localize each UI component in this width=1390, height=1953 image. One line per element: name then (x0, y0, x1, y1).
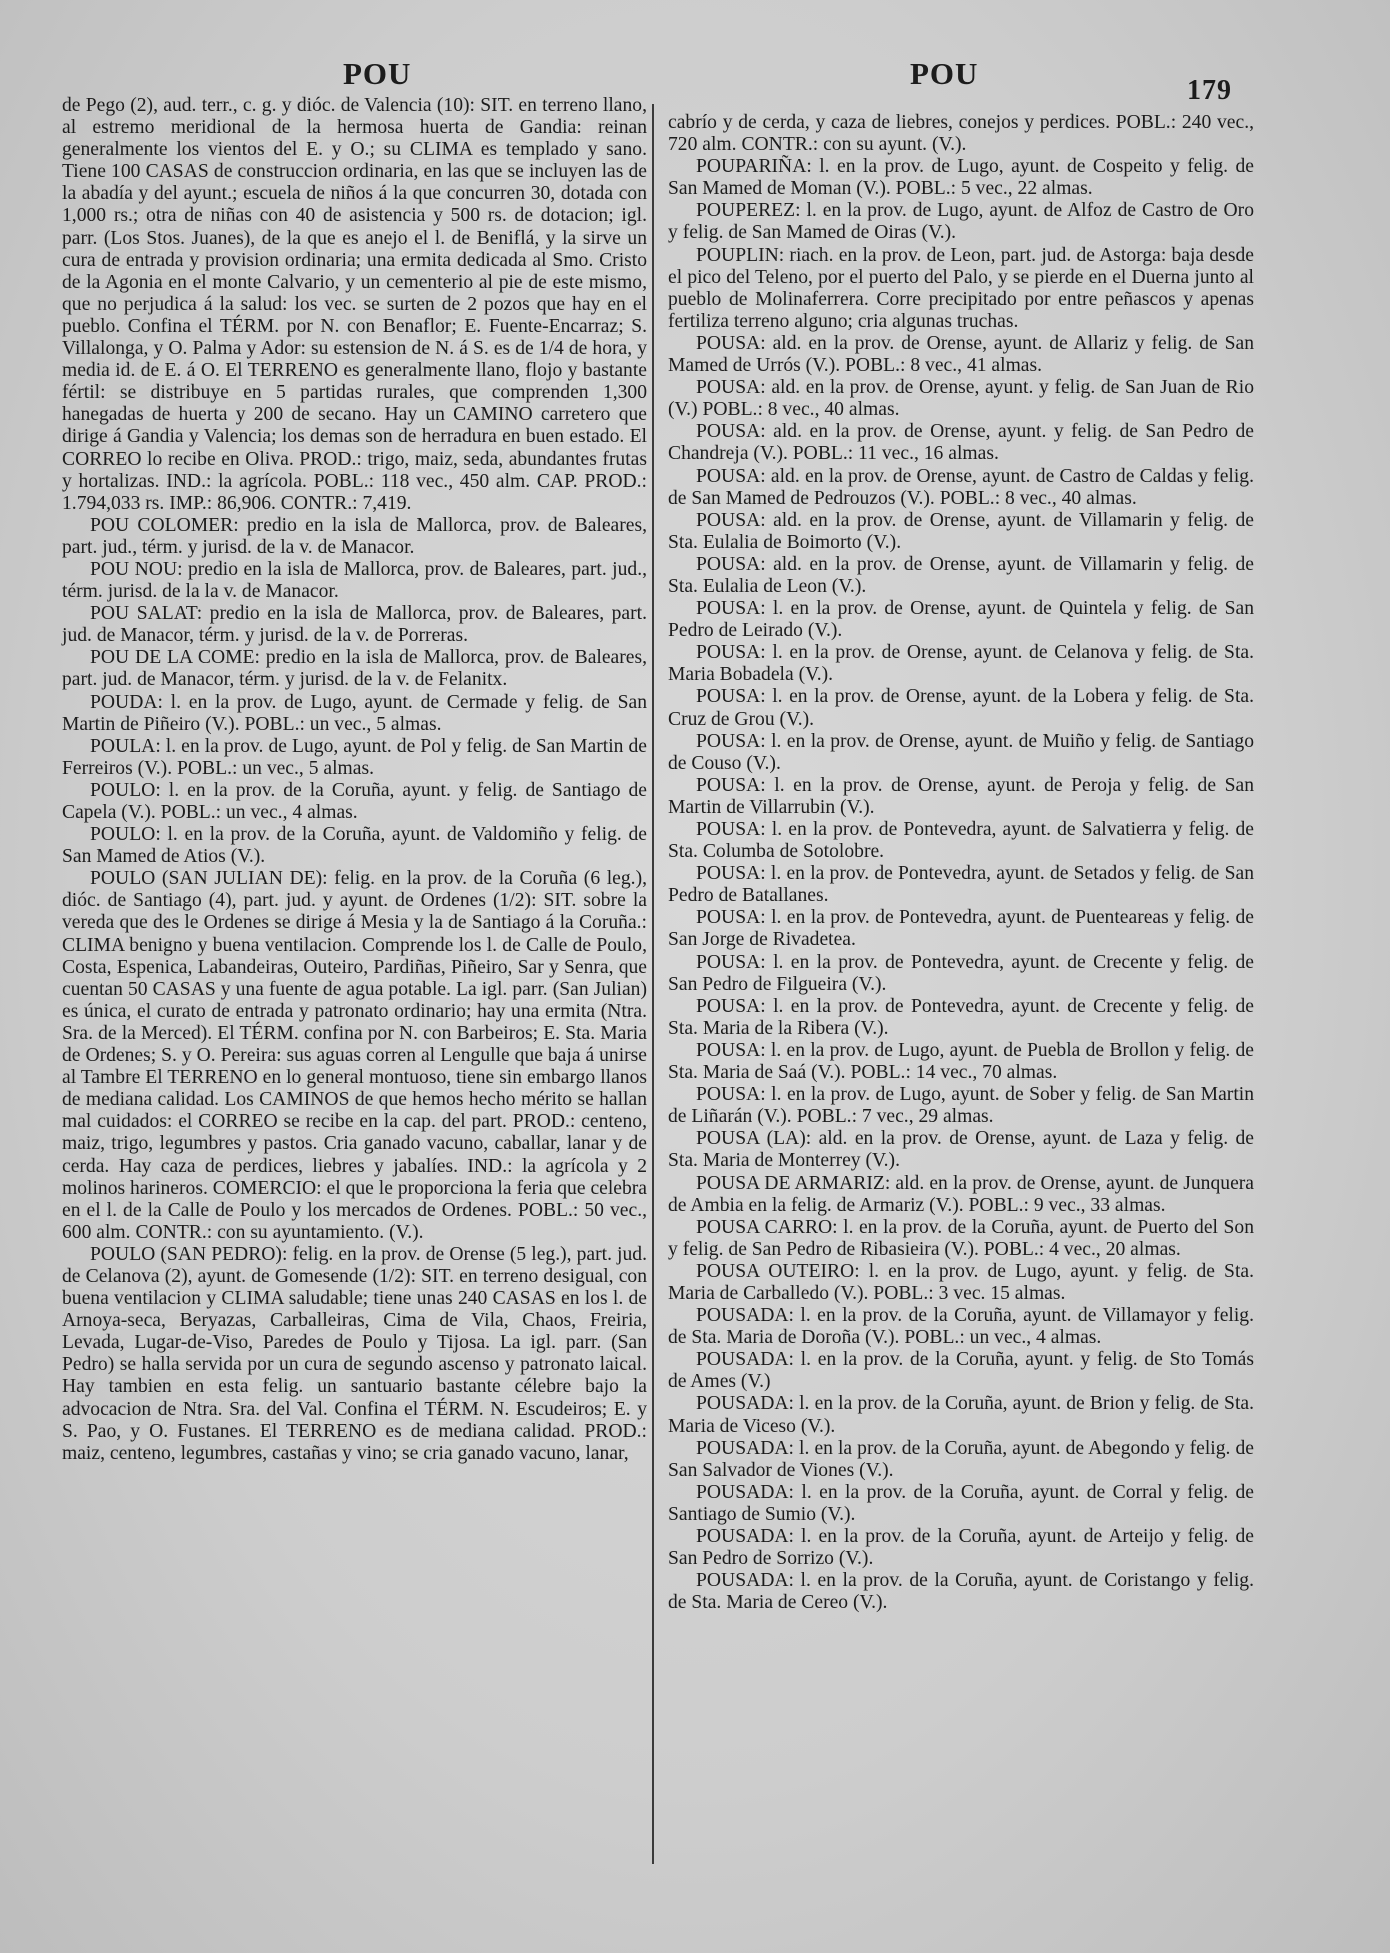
dictionary-entry: POUSA: ald. en la prov. de Orense, ayunt. de Villamarin y felig. de Sta. Eulalia de Boimorto (V.). (668, 509, 1254, 553)
dictionary-entry: POUSADA: l. en la prov. de la Coruña, ayunt. de Coristango y felig. de Sta. Maria de Cereo (V.). (668, 1570, 1254, 1614)
dictionary-entry: POUSA: l. en la prov. de Lugo, ayunt. de Puebla de Brollon y felig. de Sta. Maria de Saá (V.). POBL.: 14 vec., 70 almas. (668, 1039, 1254, 1084)
dictionary-entry: POUSA: ald. en la prov. de Orense, ayunt. de Castro de Caldas y felig. de San Mamed de Pedrouzos (V.). POBL.: 8 vec., 40 almas. (668, 465, 1254, 509)
dictionary-entry: POUSA (LA): ald. en la prov. de Orense, ayunt. de Laza y felig. de Sta. Maria de Monterrey (V.). (668, 1128, 1254, 1172)
dictionary-entry: POULA: l. en la prov. de Lugo, ayunt. de Pol y felig. de San Martin de Ferreiros (V.). POBL.: un vec., 5 almas. (62, 735, 647, 779)
dictionary-entry: POUSA DE ARMARIZ: ald. en la prov. de Orense, ayunt. de Junquera de Ambia en la felig. de Armariz (V.). POBL.: 9 vec., 33 almas. (668, 1172, 1254, 1216)
dictionary-entry: POULO (SAN JULIAN DE): felig. en la prov. de la Coruña (6 leg.), dióc. de Santiago (4), part. jud. y ayunt. de Ordenes (1/2): SIT. sobre la vereda que des le Ordenes se dirige á Mesia y la de Santiago á la Coruña.: CLIMA benigno y buena ventilacion. Comprende los l. de Calle de Poulo, Costa, Espenica, Labandeiras, Outeiro, Pardiñas, Piñeiro, Sar y Senra, que cuentan 50 CASAS y una fuente de agua potable. La igl. parr. (San Julian) es única, el curato de entrada y patronato ordinario; hay una ermita (Ntra. Sra. de la Merced). El TÉRM. confina por N. con Barbeiros; E. Sta. Maria de Ordenes; S. y O. Pereira: sus aguas corren al Lengulle que baja á unirse al Tambre El TERRENO en lo general montuoso, tiene sin embargo llanos de mediana calidad. Los CAMINOS de que hemos hecho mérito se hallan mal cuidados: el CORREO se recibe en la cap. del part. PROD.: centeno, maiz, trigo, legumbres y pastos. Cria ganado vacuno, caballar, lanar y de cerda. Hay caza de perdices, liebres y jabalíes. IND.: la agrícola y 2 molinos harineros. COMERCIO: el que le proporciona la feria que celebra en el l. de la Calle de Poulo y los mercados de Ordenes. POBL.: 50 vec., 600 alm. CONTR.: con su ayuntamiento. (V.). (62, 868, 647, 1243)
running-head-right: POU (910, 56, 979, 91)
dictionary-entry: POULO: l. en la prov. de la Coruña, ayunt. de Valdomiño y felig. de San Mamed de Atios (V.). (62, 824, 647, 868)
dictionary-entry: POUPEREZ: l. en la prov. de Lugo, ayunt. de Alfoz de Castro de Oro y felig. de San Mamed de Oiras (V.). (668, 200, 1254, 244)
dictionary-entry: POUSA: l. en la prov. de Orense, ayunt. de la Lobera y felig. de Sta. Cruz de Grou (V.). (668, 686, 1254, 730)
dictionary-entry: POUSA: l. en la prov. de Pontevedra, ayunt. de Salvatierra y felig. de Sta. Columba de Sotolobre. (668, 819, 1254, 863)
dictionary-entry: POUSA: l. en la prov. de Pontevedra, ayunt. de Setados y felig. de San Pedro de Batallanes. (668, 863, 1254, 907)
right-column (668, 112, 1254, 1614)
dictionary-entry: POUSA OUTEIRO: l. en la prov. de Lugo, ayunt. y felig. de Sta. Maria de Carballedo (V.). POBL.: 3 vec. 15 almas. (668, 1260, 1254, 1304)
dictionary-entry: POU DE LA COME: predio en la isla de Mallorca, prov. de Baleares, part. jud. de Manacor, térm. y jurisd. de la v. de Felanitx. (62, 647, 647, 691)
running-head-left: POU (343, 56, 412, 91)
dictionary-entry: POUPARIÑA: l. en la prov. de Lugo, ayunt. de Cospeito y felig. de San Mamed de Moman (V.). POBL.: 5 vec., 22 almas. (668, 156, 1254, 200)
dictionary-entry: POUSA: l. en la prov. de Pontevedra, ayunt. de Puenteareas y felig. de San Jorge de Rivadetea. (668, 907, 1254, 951)
dictionary-entry: POUSADA: l. en la prov. de la Coruña, ayunt. de Villamayor y felig. de Sta. Maria de Doroña (V.). POBL.: un vec., 4 almas. (668, 1305, 1254, 1349)
dictionary-entry: POUSA: l. en la prov. de Lugo, ayunt. de Sober y felig. de San Martin de Liñarán (V.). POBL.: 7 vec., 29 almas. (668, 1084, 1254, 1128)
column-divider (652, 104, 654, 1864)
dictionary-entry: POUSA: ald. en la prov. de Orense, ayunt. y felig. de San Juan de Rio (V.) POBL.: 8 vec., 40 almas. (668, 377, 1254, 421)
dictionary-entry: cabrío y de cerda, y caza de liebres, conejos y perdices. POBL.: 240 vec., 720 alm. CONTR.: con su ayunt. (V.). (668, 112, 1254, 156)
dictionary-entry: POUSA: l. en la prov. de Pontevedra, ayunt. de Crecente y felig. de San Pedro de Filgueira (V.). (668, 951, 1254, 995)
dictionary-entry: POULO: l. en la prov. de la Coruña, ayunt. y felig. de Santiago de Capela (V.). POBL.: un vec., 4 almas. (62, 779, 647, 823)
dictionary-entry: POU SALAT: predio en la isla de Mallorca, prov. de Baleares, part. jud. de Manacor, térm. y jurisd. de la v. de Porreras. (62, 603, 647, 647)
dictionary-entry: POUSA: l. en la prov. de Pontevedra, ayunt. de Crecente y felig. de Sta. Maria de la Ribera (V.). (668, 995, 1254, 1039)
dictionary-entry: POUSADA: l. en la prov. de la Coruña, ayunt. de Corral y felig. de Santiago de Sumio (V.). (668, 1481, 1254, 1525)
dictionary-entry: POU COLOMER: predio en la isla de Mallorca, prov. de Baleares, part. jud., térm. y jurisd. de la v. de Manacor. (62, 514, 647, 558)
page-number: 179 (1187, 75, 1232, 106)
dictionary-entry: de Pego (2), aud. terr., c. g. y dióc. de Valencia (10): SIT. en terreno llano, al estremo meridional de la hermosa huerta de Gandia: reinan generalmente los vientos del E. y O.; su CLIMA es templado y sano. Tiene 100 CASAS de construccion ordinaria, en las que se incluyen las de la abadía y del ayunt.; escuela de niños á la que concurren 30, dotada con 1,000 rs.; otra de niñas con 40 de asistencia y 500 rs. de dotacion; igl. parr. (Los Stos. Juanes), de la que es anejo el l. de Beniflá, y la sirve un cura de entrada y provision ordinaria; una ermita dedicada al Smo. Cristo de la Agonia en el monte Calvario, y un cementerio al pie de este mismo, que no perjudica á la salud: los vec. se surten de 2 pozos que hay en el pueblo. Confina el TÉRM. por N. con Benaflor; E. Fuente-Encarraz; S. Villalonga, y O. Palma y Ador: su estension de N. á S. es de 1/4 de hora, y media id. de E. á O. El TERRENO es generalmente llano, flojo y bastante fértil: se distribuye en 5 partidas rurales, que comprenden 1,300 hanegadas de huerta y 200 de secano. Hay un CAMINO carretero que dirige á Gandia y Valencia; los demas son de herradura en buen estado. El CORREO lo recibe en Oliva. PROD.: trigo, maiz, seda, abundantes frutas y hortalizas. IND.: la agrícola. POBL.: 118 vec., 450 alm. CAP. PROD.: 1.794,033 rs. IMP.: 86,906. CONTR.: 7,419. (62, 95, 647, 514)
dictionary-entry: POUSA CARRO: l. en la prov. de la Coruña, ayunt. de Puerto del Son y felig. de San Pedro de Ribasieira (V.). POBL.: 4 vec., 20 almas. (668, 1216, 1254, 1260)
dictionary-entry: POUDA: l. en la prov. de Lugo, ayunt. de Cermade y felig. de San Martin de Piñeiro (V.). POBL.: un vec., 5 almas. (62, 691, 647, 735)
dictionary-entry: POUSA: l. en la prov. de Orense, ayunt. de Celanova y felig. de Sta. Maria Bobadela (V.). (668, 642, 1254, 686)
dictionary-entry: POUSA: ald. en la prov. de Orense, ayunt. de Villamarin y felig. de Sta. Eulalia de Leon (V.). (668, 553, 1254, 597)
dictionary-entry: POULO (SAN PEDRO): felig. en la prov. de Orense (5 leg.), part. jud. de Celanova (2), ayunt. de Gomesende (1/2): SIT. en terreno desigual, con buena ventilacion y CLIMA saludable; tiene unas 240 CASAS en los l. de Arnoya-seca, Beryazas, Carballeiras, Cima de Vila, Chaos, Freiria, Levada, Lugar-de-Viso, Paredes de Poulo y Tijosa. La igl. parr. (San Pedro) se halla servida por un cura de segundo ascenso y patronato laical. Hay tambien en esta felig. un santuario bastante célebre bajo la advocacion de Ntra. Sra. del Val. Confina el TÉRM. N. Escudeiros; E. y S. Pao, y O. Fustanes. El TERRENO es de mediana calidad. PROD.: maiz, centeno, legumbres, castañas y vino; se cria ganado vacuno, lanar, (62, 1243, 647, 1464)
dictionary-entry: POUSA: l. en la prov. de Orense, ayunt. de Peroja y felig. de San Martin de Villarrubin (V.). (668, 774, 1254, 818)
dictionary-entry: POUSA: l. en la prov. de Orense, ayunt. de Quintela y felig. de San Pedro de Leirado (V.). (668, 598, 1254, 642)
dictionary-entry: POUSADA: l. en la prov. de la Coruña, ayunt. de Abegondo y felig. de San Salvador de Viones (V.). (668, 1437, 1254, 1481)
dictionary-entry: POUPLIN: riach. en la prov. de Leon, part. jud. de Astorga: baja desde el pico del Teleno, por el puerto del Palo, y se pierde en el Duerna junto al pueblo de Molinaferrera. Corre precipitado por entre peñascos y apenas fertiliza terreno alguno; cria algunas truchas. (668, 244, 1254, 332)
dictionary-entry: POUSADA: l. en la prov. de la Coruña, ayunt. y felig. de Sto Tomás de Ames (V.) (668, 1349, 1254, 1393)
dictionary-entry: POUSA: l. en la prov. de Orense, ayunt. de Muiño y felig. de Santiago de Couso (V.). (668, 730, 1254, 774)
dictionary-entry: POUSADA: l. en la prov. de la Coruña, ayunt. de Brion y felig. de Sta. Maria de Viceso (V.). (668, 1393, 1254, 1437)
dictionary-entry: POUSA: ald. en la prov. de Orense, ayunt. de Allariz y felig. de San Mamed de Urrós (V.). POBL.: 8 vec., 41 almas. (668, 332, 1254, 377)
left-column (62, 95, 647, 1465)
dictionary-entry: POUSA: ald. en la prov. de Orense, ayunt. y felig. de San Pedro de Chandreja (V.). POBL.: 11 vec., 16 almas. (668, 421, 1254, 465)
dictionary-entry: POUSADA: l. en la prov. de la Coruña, ayunt. de Arteijo y felig. de San Pedro de Sorrizo (V.). (668, 1526, 1254, 1570)
dictionary-entry: POU NOU: predio en la isla de Mallorca, prov. de Baleares, part. jud., térm. jurisd. de la la v. de Manacor. (62, 558, 647, 603)
